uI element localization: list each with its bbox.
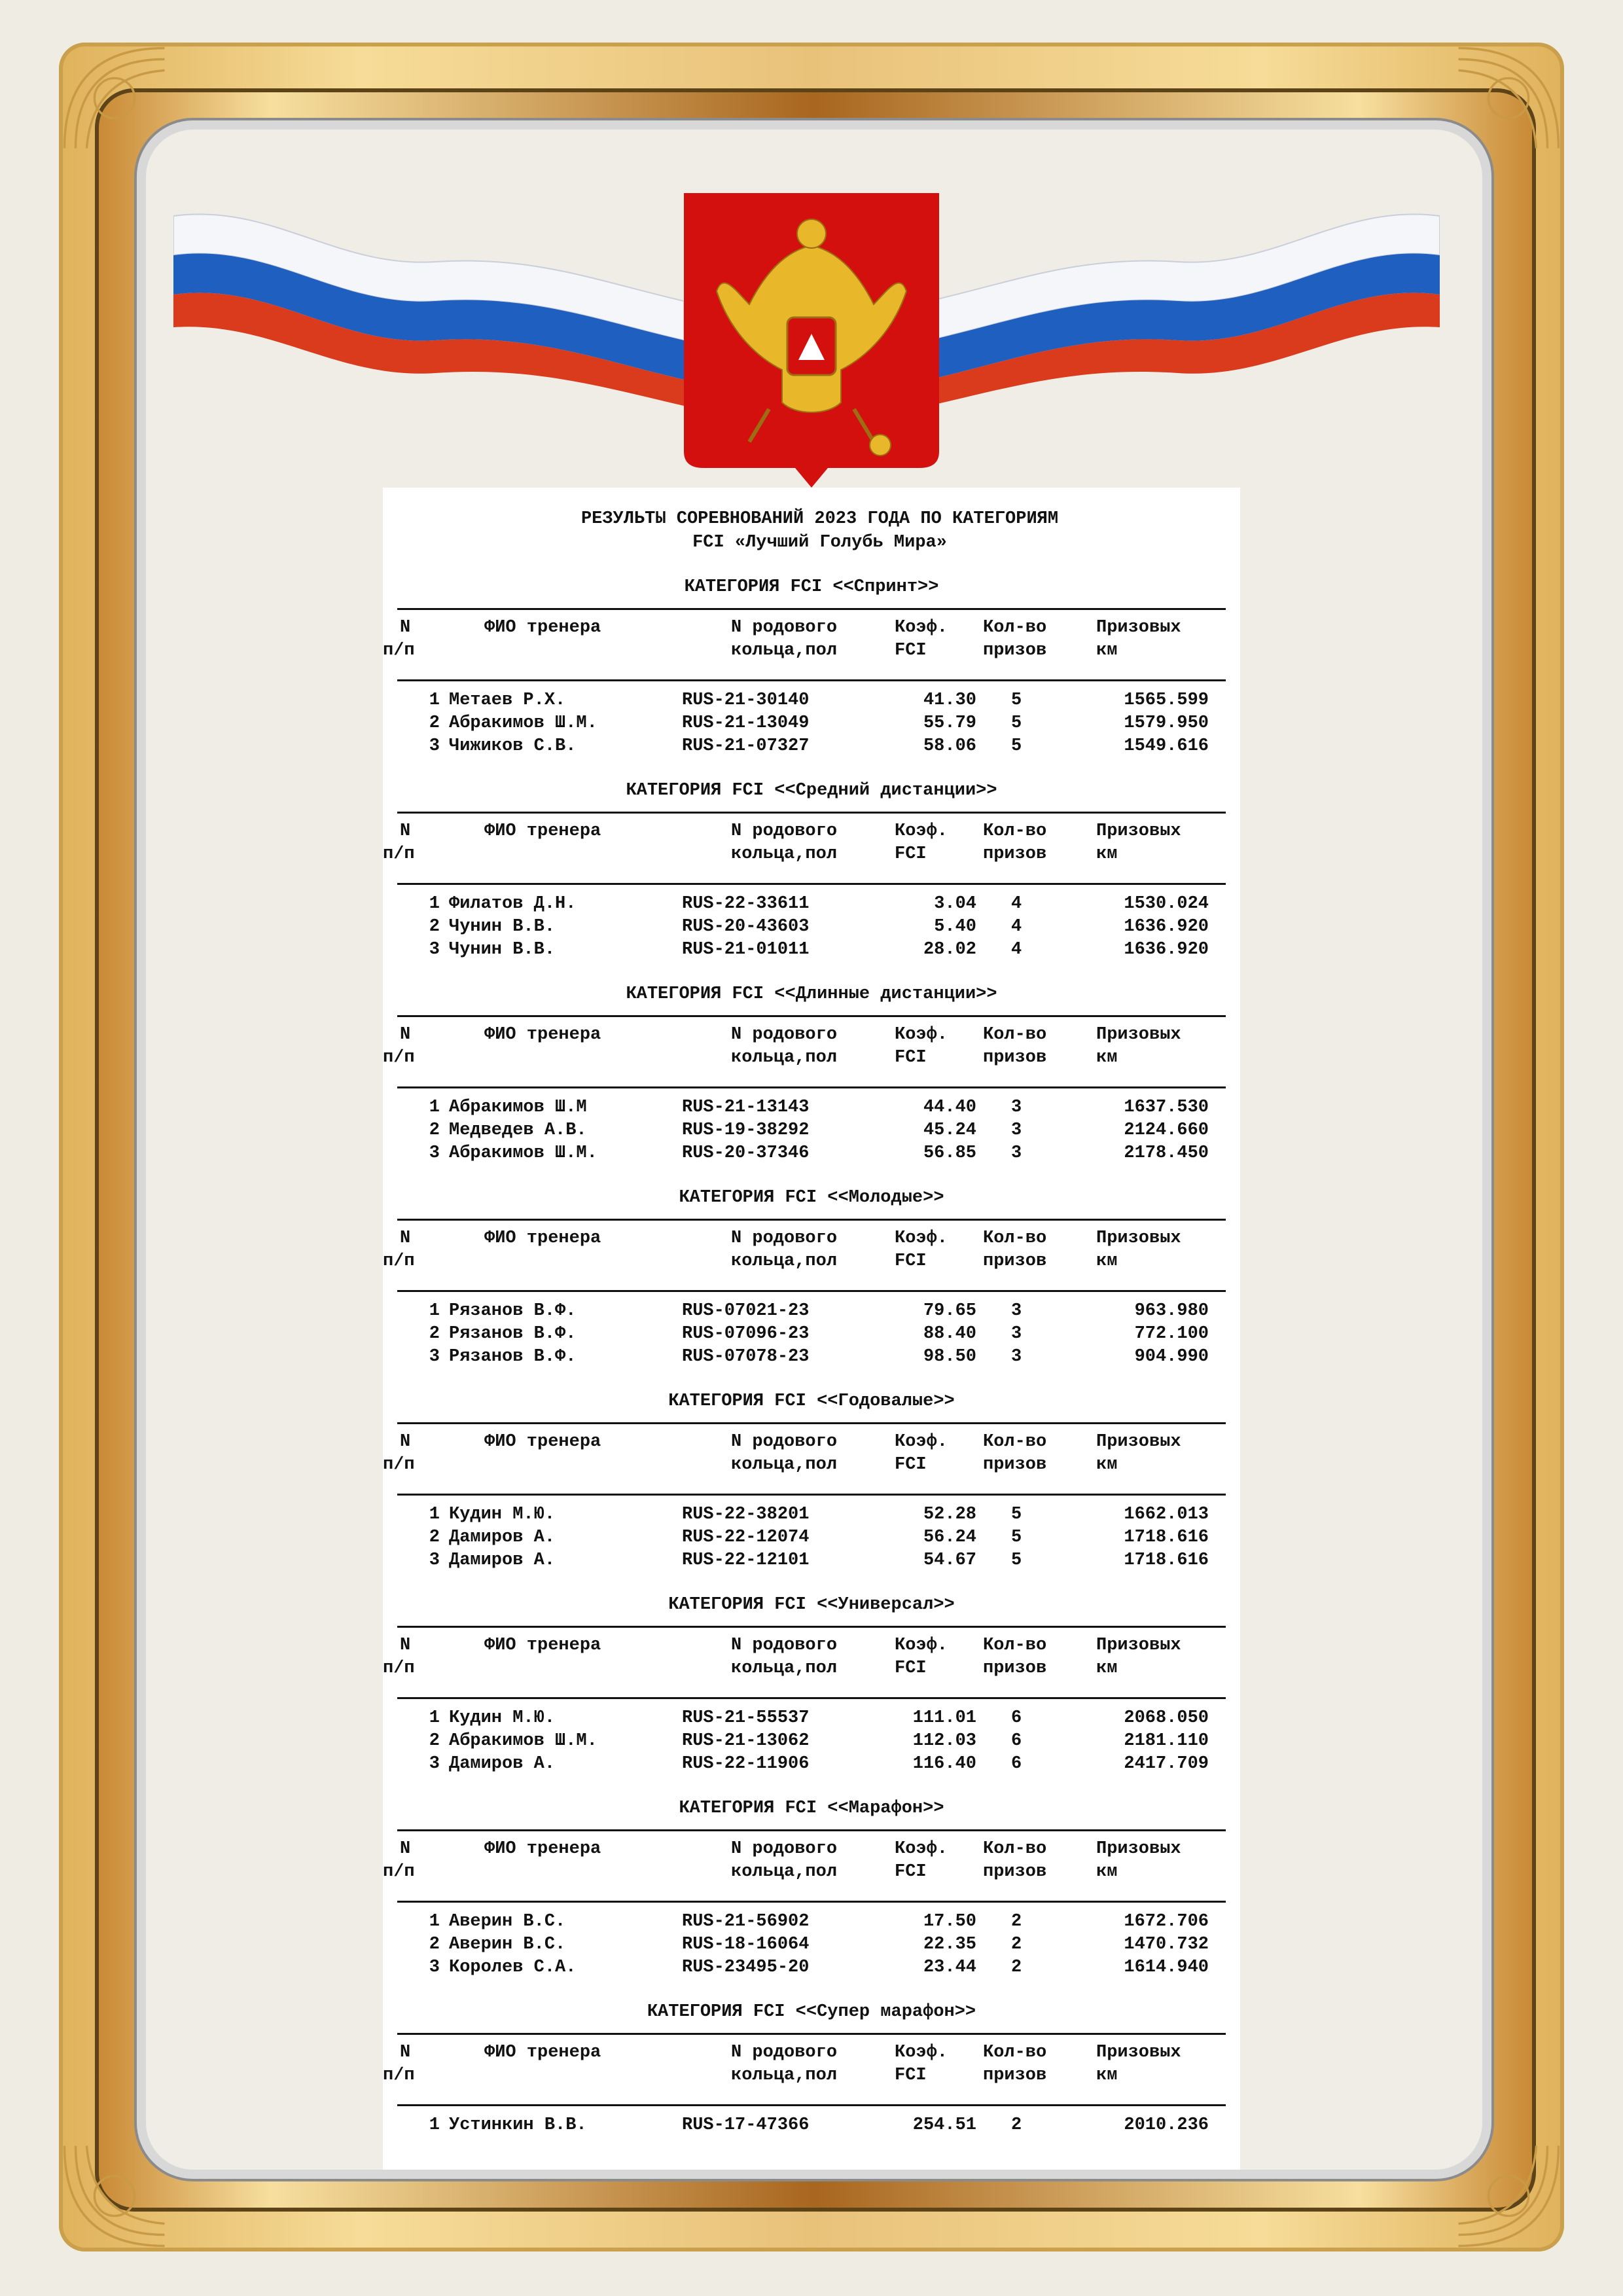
table-row (397, 735, 1226, 758)
cell-ring: RUS-18-16064 (682, 1935, 810, 1954)
table-row (397, 1549, 1226, 1572)
cell-coef: 5.40 (934, 917, 976, 937)
category-title: КАТЕГОРИЯ FCI <<Спринт>> (684, 577, 939, 597)
table-row (397, 939, 1226, 961)
cell-km: 1718.616 (1124, 1528, 1209, 1547)
cell-n: 1 (429, 691, 440, 710)
cell-coef: 54.67 (923, 1551, 976, 1570)
cell-coef: 52.28 (923, 1505, 976, 1524)
column-header-km1: Призовых (1096, 618, 1181, 637)
column-header-coef2: FCI (895, 1659, 927, 1678)
cell-ring: RUS-22-11906 (682, 1754, 810, 1774)
cell-n: 3 (429, 1754, 440, 1774)
column-header-coef1: Коэф. (895, 1025, 948, 1045)
cell-name: Абракимов Ш.М. (449, 713, 597, 733)
cell-n: 3 (429, 1143, 440, 1163)
cell-coef: 17.50 (923, 1912, 976, 1931)
table-row (397, 712, 1226, 735)
column-header-km2: км (1096, 1455, 1118, 1475)
cell-km: 2181.110 (1124, 1731, 1209, 1751)
cell-name: Медведев А.В. (449, 1121, 587, 1140)
table-row (397, 1753, 1226, 1776)
column-header-n2: п/п (383, 1659, 415, 1678)
column-header-name: ФИО тренера (484, 2043, 601, 2062)
cell-ring: RUS-22-38201 (682, 1505, 810, 1524)
column-header-prizes2: призов (983, 2066, 1047, 2085)
column-header-km2: км (1096, 1251, 1118, 1271)
column-header-prizes2: призов (983, 641, 1047, 660)
cell-km: 1614.940 (1124, 1958, 1209, 1977)
column-header-prizes1: Кол-во (983, 1432, 1047, 1452)
column-header-km2: км (1096, 2066, 1118, 2085)
column-header-ring2: кольца,пол (731, 844, 838, 864)
column-header-prizes2: призов (983, 1455, 1047, 1475)
column-header-coef1: Коэф. (895, 1636, 948, 1655)
column-header-coef1: Коэф. (895, 1229, 948, 1248)
column-header-coef2: FCI (895, 1251, 927, 1271)
cell-km: 1470.732 (1124, 1935, 1209, 1954)
cell-n: 1 (429, 1505, 440, 1524)
column-header-prizes2: призов (983, 1862, 1047, 1882)
cell-name: Метаев Р.Х. (449, 691, 566, 710)
table-row (397, 1119, 1226, 1142)
column-header-n1: N (400, 1229, 411, 1248)
cell-ring: RUS-21-13049 (682, 713, 810, 733)
cell-n: 1 (429, 1098, 440, 1117)
column-header-coef2: FCI (895, 1048, 927, 1067)
cell-coef: 28.02 (923, 940, 976, 960)
column-header-n2: п/п (383, 1455, 415, 1475)
column-header-n1: N (400, 618, 411, 637)
table-row (397, 1300, 1226, 1323)
table-top-rule (397, 1219, 1226, 1221)
column-header-n1: N (400, 1636, 411, 1655)
cell-km: 1718.616 (1124, 1551, 1209, 1570)
column-header-name: ФИО тренера (484, 1432, 601, 1452)
column-header-prizes1: Кол-во (983, 2043, 1047, 2062)
table-header-rule (397, 679, 1226, 681)
column-header-ring1: N родового (731, 821, 838, 841)
column-header-prizes1: Кол-во (983, 1025, 1047, 1045)
table-row (397, 1910, 1226, 1933)
column-header-km1: Призовых (1096, 1432, 1181, 1452)
cell-ring: RUS-22-33611 (682, 894, 810, 914)
column-header-km2: км (1096, 1048, 1118, 1067)
cell-prizes: 3 (1011, 1324, 1022, 1344)
cell-prizes: 5 (1011, 1505, 1022, 1524)
column-header-km1: Призовых (1096, 1025, 1181, 1045)
column-header-coef1: Коэф. (895, 1432, 948, 1452)
cell-prizes: 3 (1011, 1098, 1022, 1117)
cell-ring: RUS-21-07327 (682, 736, 810, 756)
cell-ring: RUS-07078-23 (682, 1347, 810, 1367)
cell-prizes: 5 (1011, 1551, 1022, 1570)
cell-prizes: 2 (1011, 1958, 1022, 1977)
cell-coef: 58.06 (923, 736, 976, 756)
column-header-prizes1: Кол-во (983, 1636, 1047, 1655)
cell-coef: 3.04 (934, 894, 976, 914)
cell-ring: RUS-22-12101 (682, 1551, 810, 1570)
table-header-rule (397, 2104, 1226, 2106)
category-title: КАТЕГОРИЯ FCI <<Молодые>> (679, 1188, 944, 1208)
category-title: КАТЕГОРИЯ FCI <<Универсал>> (668, 1595, 955, 1615)
column-header-ring1: N родового (731, 1636, 838, 1655)
column-header-ring2: кольца,пол (731, 2066, 838, 2085)
column-header-n2: п/п (383, 1251, 415, 1271)
table-top-rule (397, 608, 1226, 610)
cell-ring: RUS-07021-23 (682, 1301, 810, 1321)
column-header-km1: Призовых (1096, 821, 1181, 841)
cell-coef: 254.51 (912, 2115, 976, 2135)
table-header (383, 1227, 1226, 1290)
document-title: РЕЗУЛЬТЫ СОРЕВНОВАНИЙ 2023 ГОДА ПО КАТЕГОРИЯМ (580, 509, 1059, 529)
cell-name: Чунин В.В. (449, 917, 556, 937)
cell-name: Аверин В.С. (449, 1912, 566, 1931)
cell-ring: RUS-22-12074 (682, 1528, 810, 1547)
cell-km: 1672.706 (1124, 1912, 1209, 1931)
cell-name: Дамиров А. (449, 1551, 556, 1570)
table-header-rule (397, 1901, 1226, 1903)
column-header-km1: Призовых (1096, 1636, 1181, 1655)
column-header-ring1: N родового (731, 2043, 838, 2062)
table-header (383, 1634, 1226, 1697)
column-header-n2: п/п (383, 2066, 415, 2085)
table-row (397, 1142, 1226, 1165)
cell-prizes: 5 (1011, 713, 1022, 733)
cell-n: 1 (429, 1912, 440, 1931)
corner-ornament-icon (59, 2140, 170, 2251)
table-row (397, 689, 1226, 712)
cell-name: Королев С.А. (449, 1958, 577, 1977)
column-header-km2: км (1096, 844, 1118, 864)
cell-n: 1 (429, 894, 440, 914)
cell-km: 2010.236 (1124, 2115, 1209, 2135)
table-top-rule (397, 1015, 1226, 1017)
cell-name: Рязанов В.Ф. (449, 1301, 577, 1321)
column-header-ring2: кольца,пол (731, 1659, 838, 1678)
column-header-coef2: FCI (895, 1455, 927, 1475)
table-row (397, 1730, 1226, 1753)
cell-coef: 88.40 (923, 1324, 976, 1344)
cell-name: Абракимов Ш.М. (449, 1143, 597, 1163)
cell-ring: RUS-17-47366 (682, 2115, 810, 2135)
cell-ring: RUS-21-13062 (682, 1731, 810, 1751)
table-row (397, 1096, 1226, 1119)
column-header-ring1: N родового (731, 1839, 838, 1859)
cell-prizes: 5 (1011, 1528, 1022, 1547)
coat-of-arms-emblem (684, 193, 939, 488)
cell-km: 2417.709 (1124, 1754, 1209, 1774)
cell-name: Кудин М.Ю. (449, 1708, 556, 1728)
table-header-rule (397, 883, 1226, 885)
table-header (383, 1024, 1226, 1086)
table-row (397, 1707, 1226, 1730)
column-header-name: ФИО тренера (484, 618, 601, 637)
cell-ring: RUS-21-13143 (682, 1098, 810, 1117)
table-top-rule (397, 1422, 1226, 1424)
column-header-coef2: FCI (895, 2066, 927, 2085)
cell-name: Абракимов Ш.М. (449, 1731, 597, 1751)
table-row (397, 1956, 1226, 1979)
corner-ornament-icon (59, 43, 170, 154)
table-top-rule (397, 812, 1226, 814)
cell-coef: 55.79 (923, 713, 976, 733)
column-header-ring2: кольца,пол (731, 1048, 838, 1067)
table-header-rule (397, 1086, 1226, 1088)
cell-km: 1662.013 (1124, 1505, 1209, 1524)
cell-prizes: 2 (1011, 1912, 1022, 1931)
column-header-name: ФИО тренера (484, 1229, 601, 1248)
cell-ring: RUS-21-30140 (682, 691, 810, 710)
column-header-ring2: кольца,пол (731, 1862, 838, 1882)
cell-name: Дамиров А. (449, 1754, 556, 1774)
column-header-name: ФИО тренера (484, 1025, 601, 1045)
column-header-coef2: FCI (895, 1862, 927, 1882)
table-row (397, 2114, 1226, 2137)
table-header (383, 2041, 1226, 2104)
column-header-n1: N (400, 1432, 411, 1452)
cell-km: 1579.950 (1124, 713, 1209, 733)
category-title: КАТЕГОРИЯ FCI <<Средний дистанции>> (626, 781, 997, 800)
cell-coef: 56.85 (923, 1143, 976, 1163)
cell-prizes: 6 (1011, 1708, 1022, 1728)
cell-coef: 22.35 (923, 1935, 976, 1954)
cell-km: 1565.599 (1124, 691, 1209, 710)
cell-name: Филатов Д.Н. (449, 894, 577, 914)
column-header-ring2: кольца,пол (731, 1251, 838, 1271)
cell-name: Чунин В.В. (449, 940, 556, 960)
column-header-prizes1: Кол-во (983, 1229, 1047, 1248)
cell-prizes: 4 (1011, 917, 1022, 937)
cell-ring: RUS-21-01011 (682, 940, 810, 960)
category-title: КАТЕГОРИЯ FCI <<Марафон>> (679, 1799, 944, 1818)
cell-n: 3 (429, 940, 440, 960)
column-header-ring2: кольца,пол (731, 1455, 838, 1475)
cell-km: 1530.024 (1124, 894, 1209, 914)
column-header-coef2: FCI (895, 844, 927, 864)
cell-ring: RUS-21-56902 (682, 1912, 810, 1931)
cell-name: Устинкин В.В. (449, 2115, 587, 2135)
column-header-km1: Призовых (1096, 1839, 1181, 1859)
cell-km: 772.100 (1134, 1324, 1209, 1344)
cell-n: 3 (429, 1347, 440, 1367)
category-title: КАТЕГОРИЯ FCI <<Супер марафон>> (647, 2002, 976, 2022)
column-header-km1: Призовых (1096, 2043, 1181, 2062)
column-header-prizes1: Кол-во (983, 618, 1047, 637)
column-header-coef1: Коэф. (895, 2043, 948, 2062)
column-header-name: ФИО тренера (484, 1636, 601, 1655)
column-header-coef1: Коэф. (895, 1839, 948, 1859)
table-row (397, 1323, 1226, 1346)
cell-prizes: 3 (1011, 1143, 1022, 1163)
cell-km: 1637.530 (1124, 1098, 1209, 1117)
cell-ring: RUS-21-55537 (682, 1708, 810, 1728)
table-header (383, 617, 1226, 679)
cell-prizes: 4 (1011, 894, 1022, 914)
document-subtitle: FCI «Лучший Голубь Мира» (692, 533, 947, 552)
cell-n: 3 (429, 1958, 440, 1977)
cell-ring: RUS-07096-23 (682, 1324, 810, 1344)
column-header-prizes2: призов (983, 1659, 1047, 1678)
cell-n: 1 (429, 1301, 440, 1321)
table-row (397, 916, 1226, 939)
cell-ring: RUS-23495-20 (682, 1958, 810, 1977)
cell-km: 904.990 (1134, 1347, 1209, 1367)
cell-name: Рязанов В.Ф. (449, 1324, 577, 1344)
column-header-km2: км (1096, 1659, 1118, 1678)
cell-coef: 44.40 (923, 1098, 976, 1117)
results-document (383, 488, 1240, 2170)
column-header-coef1: Коэф. (895, 821, 948, 841)
corner-ornament-icon (1453, 2140, 1564, 2251)
column-header-n2: п/п (383, 641, 415, 660)
cell-coef: 79.65 (923, 1301, 976, 1321)
cell-name: Дамиров А. (449, 1528, 556, 1547)
cell-n: 1 (429, 2115, 440, 2135)
column-header-n2: п/п (383, 1862, 415, 1882)
cell-coef: 56.24 (923, 1528, 976, 1547)
cell-prizes: 5 (1011, 736, 1022, 756)
cell-n: 2 (429, 1731, 440, 1751)
cell-name: Абракимов Ш.М (449, 1098, 587, 1117)
cell-n: 3 (429, 736, 440, 756)
table-header-rule (397, 1290, 1226, 1292)
cell-km: 1549.616 (1124, 736, 1209, 756)
cell-prizes: 2 (1011, 1935, 1022, 1954)
cell-coef: 111.01 (912, 1708, 976, 1728)
cell-n: 1 (429, 1708, 440, 1728)
corner-ornament-icon (1453, 43, 1564, 154)
russian-flag-ribbon-right (929, 190, 1440, 406)
cell-prizes: 3 (1011, 1121, 1022, 1140)
column-header-ring1: N родового (731, 1432, 838, 1452)
column-header-ring1: N родового (731, 1025, 838, 1045)
column-header-km1: Призовых (1096, 1229, 1181, 1248)
column-header-prizes1: Кол-во (983, 1839, 1047, 1859)
cell-km: 2068.050 (1124, 1708, 1209, 1728)
table-top-rule (397, 2033, 1226, 2035)
table-row (397, 1933, 1226, 1956)
table-row (397, 1503, 1226, 1526)
column-header-km2: км (1096, 1862, 1118, 1882)
cell-name: Кудин М.Ю. (449, 1505, 556, 1524)
category-title: КАТЕГОРИЯ FCI <<Годовалые>> (668, 1391, 955, 1411)
cell-km: 1636.920 (1124, 917, 1209, 937)
cell-km: 2124.660 (1124, 1121, 1209, 1140)
table-header-rule (397, 1697, 1226, 1699)
cell-n: 2 (429, 1324, 440, 1344)
cell-n: 2 (429, 1935, 440, 1954)
column-header-coef2: FCI (895, 641, 927, 660)
cell-prizes: 2 (1011, 2115, 1022, 2135)
cell-prizes: 3 (1011, 1347, 1022, 1367)
column-header-n2: п/п (383, 844, 415, 864)
cell-ring: RUS-20-37346 (682, 1143, 810, 1163)
column-header-km2: км (1096, 641, 1118, 660)
column-header-ring1: N родового (731, 618, 838, 637)
cell-prizes: 4 (1011, 940, 1022, 960)
cell-ring: RUS-19-38292 (682, 1121, 810, 1140)
column-header-ring1: N родового (731, 1229, 838, 1248)
category-title: КАТЕГОРИЯ FCI <<Длинные дистанции>> (626, 984, 997, 1004)
cell-prizes: 3 (1011, 1301, 1022, 1321)
cell-coef: 98.50 (923, 1347, 976, 1367)
cell-coef: 45.24 (923, 1121, 976, 1140)
column-header-prizes2: призов (983, 844, 1047, 864)
cell-n: 2 (429, 917, 440, 937)
cell-coef: 116.40 (912, 1754, 976, 1774)
cell-coef: 112.03 (912, 1731, 976, 1751)
cell-prizes: 6 (1011, 1754, 1022, 1774)
column-header-name: ФИО тренера (484, 821, 601, 841)
cell-km: 1636.920 (1124, 940, 1209, 960)
russian-flag-ribbon-left (173, 190, 684, 406)
column-header-prizes2: призов (983, 1251, 1047, 1271)
cell-coef: 23.44 (923, 1958, 976, 1977)
cell-prizes: 6 (1011, 1731, 1022, 1751)
column-header-n1: N (400, 1025, 411, 1045)
cell-ring: RUS-20-43603 (682, 917, 810, 937)
table-row (397, 1526, 1226, 1549)
cell-km: 963.980 (1134, 1301, 1209, 1321)
cell-prizes: 5 (1011, 691, 1022, 710)
cell-name: Аверин В.С. (449, 1935, 566, 1954)
column-header-ring2: кольца,пол (731, 641, 838, 660)
table-header (383, 820, 1226, 883)
table-row (397, 1346, 1226, 1369)
table-top-rule (397, 1626, 1226, 1628)
cell-n: 2 (429, 1121, 440, 1140)
column-header-n1: N (400, 2043, 411, 2062)
cell-n: 3 (429, 1551, 440, 1570)
table-row (397, 893, 1226, 916)
column-header-n1: N (400, 1839, 411, 1859)
cell-n: 2 (429, 713, 440, 733)
table-top-rule (397, 1829, 1226, 1831)
cell-name: Чижиков С.В. (449, 736, 577, 756)
column-header-n1: N (400, 821, 411, 841)
cell-km: 2178.450 (1124, 1143, 1209, 1163)
table-header (383, 1838, 1226, 1901)
column-header-name: ФИО тренера (484, 1839, 601, 1859)
column-header-prizes1: Кол-во (983, 821, 1047, 841)
table-header (383, 1431, 1226, 1494)
column-header-prizes2: призов (983, 1048, 1047, 1067)
column-header-coef1: Коэф. (895, 618, 948, 637)
column-header-n2: п/п (383, 1048, 415, 1067)
cell-name: Рязанов В.Ф. (449, 1347, 577, 1367)
table-header-rule (397, 1494, 1226, 1496)
cell-n: 2 (429, 1528, 440, 1547)
cell-coef: 41.30 (923, 691, 976, 710)
